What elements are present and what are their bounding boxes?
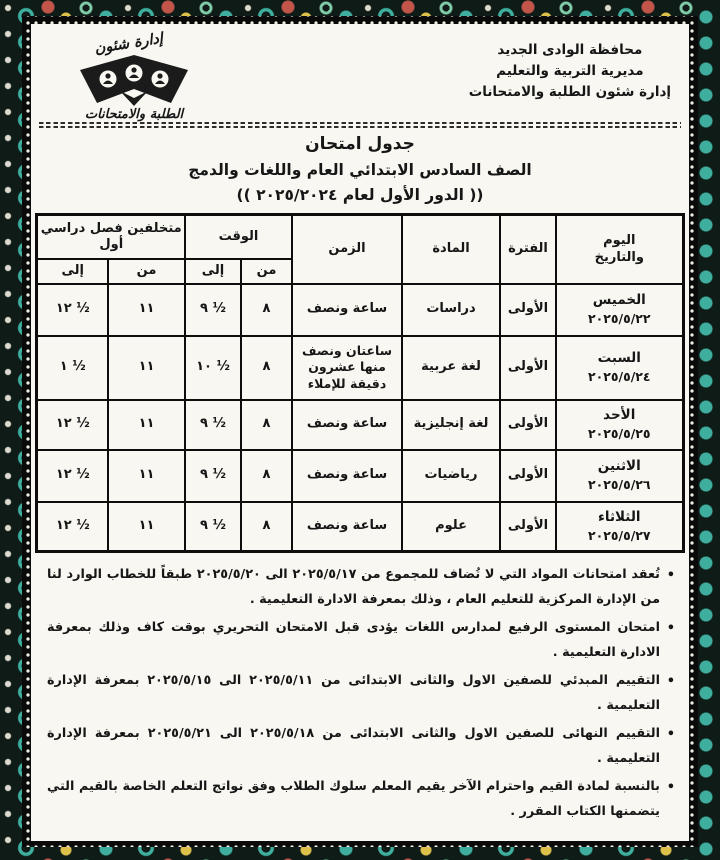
cell-duration: ساعتان ونصف منها عشرون دقيقة للإملاء	[292, 336, 402, 400]
cell-subject: دراسات	[402, 284, 500, 336]
cell-time-to: ٩ ½	[185, 502, 241, 552]
inner-dotted-frame	[22, 16, 698, 847]
title-round-year: (( الدور الأول لعام ٢٠٢٥/٢٠٢٤ ))	[236, 186, 484, 204]
cell-day-date: الثلاثاء ٢٠٢٥/٥/٢٧	[556, 502, 683, 552]
col-header-time: الوقت	[185, 215, 292, 259]
note-text: امتحان المستوى الرفيع لمدارس اللغات يؤدى قبل الامتحان التحريري بوقت كاف وذلك بمعرفة الادارة التعليمية .	[47, 619, 660, 660]
table-row	[37, 284, 683, 336]
cell-period: الأولى	[500, 400, 556, 450]
bullet-icon: •	[666, 726, 675, 742]
note-item	[47, 722, 677, 772]
note-item	[47, 616, 677, 666]
education-administration-logo	[45, 30, 223, 122]
cell-day-date: الأحد ٢٠٢٥/٥/٢٥	[556, 400, 683, 450]
table-row	[37, 336, 683, 400]
cell-period: الأولى	[500, 284, 556, 336]
cell-duration: ساعة ونصف	[292, 400, 402, 450]
org-line-administration: إدارة شئون الطلبة والامتحانات	[468, 83, 671, 100]
logo-top-calligraphy: إدارة شئون	[93, 30, 164, 58]
cell-makeup-from: ١١	[108, 284, 185, 336]
note-item	[47, 775, 677, 825]
col-header-makeup-first-semester: متخلفين فصل دراسي أول	[37, 215, 185, 259]
cell-time-from: ٨	[241, 336, 292, 400]
cell-makeup-from: ١١	[108, 400, 185, 450]
footer-notes-list	[31, 553, 689, 825]
bullet-icon: •	[666, 779, 675, 795]
cell-subject: لغة عربية	[402, 336, 500, 400]
cell-time-from: ٨	[241, 502, 292, 552]
note-text: بالنسبة لمادة القيم واحترام الآخر يقيم المعلم سلوك الطلاب وفق نواتج التعلم الخاصة بالقيم التي يتضمنها الكتاب المقرر .	[47, 778, 660, 819]
bullet-icon: •	[666, 620, 675, 636]
cell-time-from: ٨	[241, 284, 292, 336]
note-item	[47, 669, 677, 719]
table-row	[37, 400, 683, 450]
cell-period: الأولى	[500, 336, 556, 400]
cell-day-date: السبت ٢٠٢٥/٥/٢٤	[556, 336, 683, 400]
cell-time-to: ٩ ½	[185, 400, 241, 450]
title-exam-schedule: جدول امتحان	[305, 134, 415, 154]
col-header-time-from: من	[241, 259, 292, 284]
table-row	[37, 450, 683, 502]
cell-day-date: الخميس ٢٠٢٥/٥/٢٢	[556, 284, 683, 336]
document-header	[31, 24, 689, 122]
cell-subject: علوم	[402, 502, 500, 552]
document-paper	[31, 24, 689, 841]
cell-time-from: ٨	[241, 450, 292, 502]
logo-bottom-calligraphy: الطلبة والامتحانات	[84, 107, 184, 122]
document-title-block	[31, 134, 689, 204]
cell-duration: ساعة ونصف	[292, 284, 402, 336]
col-header-day-date: اليوم والتاريخ	[556, 215, 683, 284]
col-header-makeup-from: من	[108, 259, 185, 284]
org-line-governorate: محافظة الوادى الجديد	[497, 42, 643, 58]
exam-schedule-table	[35, 213, 684, 553]
cell-makeup-to: ١٢ ½	[37, 450, 108, 502]
cell-time-to: ١٠ ½	[185, 336, 241, 400]
table-row	[37, 502, 683, 552]
col-header-period: الفترة	[500, 215, 556, 284]
cell-time-from: ٨	[241, 400, 292, 450]
cell-makeup-to: ١٢ ½	[37, 502, 108, 552]
col-header-subject: المادة	[402, 215, 500, 284]
organization-block	[469, 40, 671, 103]
cell-subject: لغة إنجليزية	[402, 400, 500, 450]
col-header-makeup-to: إلى	[37, 259, 108, 284]
note-text: التقييم النهائى للصفين الاول والثانى الابتدائى من ٢٠٢٥/٥/١٨ الى ٢٠٢٥/٥/٢١ بمعرفة الإدارة التعليمية .	[47, 725, 660, 766]
cell-subject: رياضيات	[402, 450, 500, 502]
cell-makeup-from: ١١	[108, 502, 185, 552]
cell-period: الأولى	[500, 450, 556, 502]
bullet-icon: •	[666, 568, 675, 583]
title-grade-line: الصف السادس الابتدائي العام واللغات والدمج	[188, 161, 532, 179]
note-item	[47, 563, 677, 613]
org-line-directorate: مديرية التربية والتعليم	[496, 62, 644, 79]
open-book-logo-icon	[45, 49, 223, 111]
equals-separator-line	[39, 122, 681, 130]
col-header-time-to: إلى	[185, 259, 241, 284]
note-text: التقييم المبدئي للصفين الاول والثانى الابتدائى من ٢٠٢٥/٥/١١ الى ٢٠٢٥/٥/١٥ بمعرفة الإدارة التعليمية .	[47, 672, 660, 713]
cell-makeup-to: ١ ½	[37, 336, 108, 400]
cell-duration: ساعة ونصف	[292, 502, 402, 552]
cell-makeup-from: ١١	[108, 336, 185, 400]
note-text: تُعقد امتحانات المواد التي لا تُضاف للمجموع من ٢٠٢٥/٥/١٧ الى ٢٠٢٥/٥/٢٠ طبقاً للخطاب الوارد لنا من الإدارة المركزية للتعليم العام ، وذلك بمعرفة الادارة التعليمية .	[47, 567, 660, 607]
cell-makeup-to: ١٢ ½	[37, 400, 108, 450]
cell-makeup-to: ١٢ ½	[37, 284, 108, 336]
cell-period: الأولى	[500, 502, 556, 552]
bullet-icon: •	[666, 673, 675, 689]
cell-time-to: ٩ ½	[185, 284, 241, 336]
cell-makeup-from: ١١	[108, 450, 185, 502]
cell-duration: ساعة ونصف	[292, 450, 402, 502]
cell-day-date: الاثنين ٢٠٢٥/٥/٢٦	[556, 450, 683, 502]
col-header-duration: الزمن	[292, 215, 402, 284]
cell-time-to: ٩ ½	[185, 450, 241, 502]
